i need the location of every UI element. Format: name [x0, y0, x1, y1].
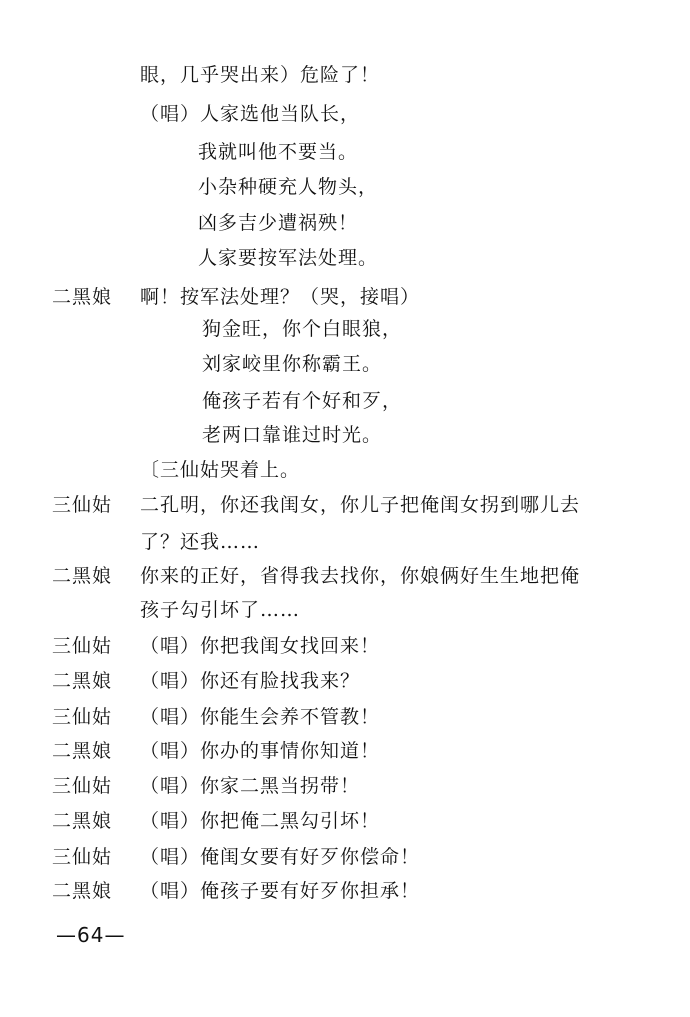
dialogue-line: 二孔明，你还我闺女，你儿子把俺闺女拐到哪儿去: [140, 494, 581, 516]
speaker-name: 二黑娘: [52, 810, 113, 832]
speaker-name: 二黑娘: [52, 880, 113, 902]
dialogue-line: （唱）你办的事情你知道！: [140, 740, 381, 762]
dialogue-line: （唱）你把我闺女找回来！: [140, 635, 381, 657]
verse-line: 刘家峧里你称霸王。: [202, 353, 383, 375]
speaker-name: 二黑娘: [52, 286, 113, 308]
dialogue-line: （唱）你还有脸找我来？: [140, 670, 361, 692]
speaker-name: 三仙姑: [52, 706, 113, 728]
speaker-name: 三仙姑: [52, 635, 113, 657]
dialogue-line: （唱）你把俺二黑勾引坏！: [140, 810, 381, 832]
verse-line: 小杂种硬充人物头，: [198, 176, 379, 198]
speaker-name: 二黑娘: [52, 740, 113, 762]
verse-line: 老两口靠谁过时光。: [202, 424, 383, 446]
dialogue-continuation: 孩子勾引坏了……: [140, 599, 301, 621]
speaker-name: 三仙姑: [52, 494, 113, 516]
verse-line: 凶多吉少遭祸殃！: [198, 212, 359, 234]
text-line: 眼，几乎哭出来）危险了！: [140, 64, 381, 86]
speaker-name: 二黑娘: [52, 670, 113, 692]
dialogue-line: （唱）你能生会养不管教！: [140, 706, 381, 728]
dialogue-line: 啊！按军法处理？（哭，接唱）: [140, 286, 421, 308]
dialogue-line: （唱）俺闺女要有好歹你偿命！: [140, 846, 421, 868]
page-number: —64—: [56, 923, 126, 947]
dialogue-line: （唱）俺孩子要有好歹你担承！: [140, 880, 421, 902]
dialogue-line: （唱）你家二黑当拐带！: [140, 775, 361, 797]
verse-line: 狗金旺，你个白眼狼，: [202, 318, 403, 340]
verse-line: 俺孩子若有个好和歹，: [202, 390, 403, 412]
speaker-name: 三仙姑: [52, 775, 113, 797]
dialogue-continuation: 了？还我……: [140, 531, 261, 553]
speaker-name: 三仙姑: [52, 846, 113, 868]
verse-line: 我就叫他不要当。: [198, 141, 359, 163]
text-line: （唱）人家选他当队长，: [140, 103, 361, 125]
verse-line: 人家要按军法处理。: [198, 247, 379, 269]
speaker-name: 二黑娘: [52, 565, 113, 587]
dialogue-line: 你来的正好，省得我去找你，你娘俩好生生地把俺: [140, 565, 581, 587]
stage-direction: 〔三仙姑哭着上。: [140, 459, 301, 481]
